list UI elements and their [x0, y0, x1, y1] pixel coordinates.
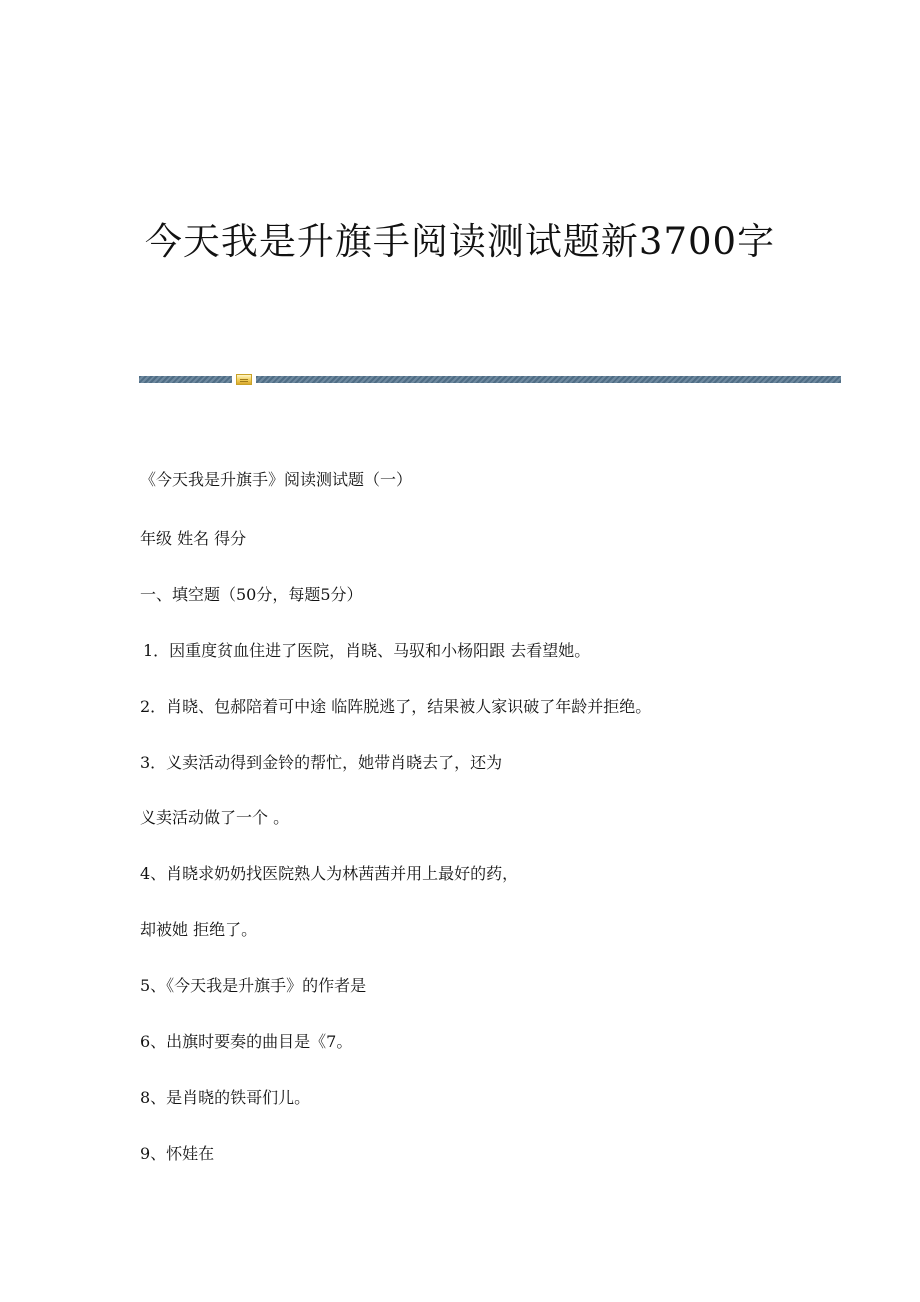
- question-3: 3．义卖活动得到金铃的帮忙，她带肖晓去了，还为: [140, 753, 503, 772]
- question-6: 6、出旗时要奏的曲目是《7。: [140, 1032, 353, 1051]
- student-info-line: 年级 姓名 得分: [140, 529, 247, 548]
- divider-bar-right: [256, 376, 841, 383]
- question-4: 4、肖晓求奶奶找医院熟人为林茜茜并用上最好的药，: [140, 864, 519, 883]
- question-5: 5、《今天我是升旗手》的作者是: [140, 976, 367, 995]
- question-8: 8、是肖晓的铁哥们儿。: [140, 1088, 311, 1107]
- divider-emblem-icon: [236, 374, 252, 385]
- section-heading: 《今天我是升旗手》阅读测试题（一）: [140, 470, 413, 489]
- question-1: 1．因重度贫血住进了医院，肖晓、马驭和小杨阳跟 去看望她。: [143, 641, 591, 660]
- document-title: 今天我是升旗手阅读测试题新3700字: [144, 220, 776, 263]
- question-2: 2．肖晓、包郝陪着可中途 临阵脱逃了，结果被人家识破了年龄并拒绝。: [140, 697, 652, 716]
- question-9: 9、怀娃在: [140, 1144, 215, 1163]
- title-divider: [139, 374, 841, 384]
- question-4-continued: 却被她 拒绝了。: [140, 920, 258, 939]
- question-type-heading: 一、填空题（50分，每题5分）: [140, 585, 363, 604]
- question-3-continued: 义卖活动做了一个 。: [140, 808, 290, 827]
- divider-bar-left: [139, 376, 232, 383]
